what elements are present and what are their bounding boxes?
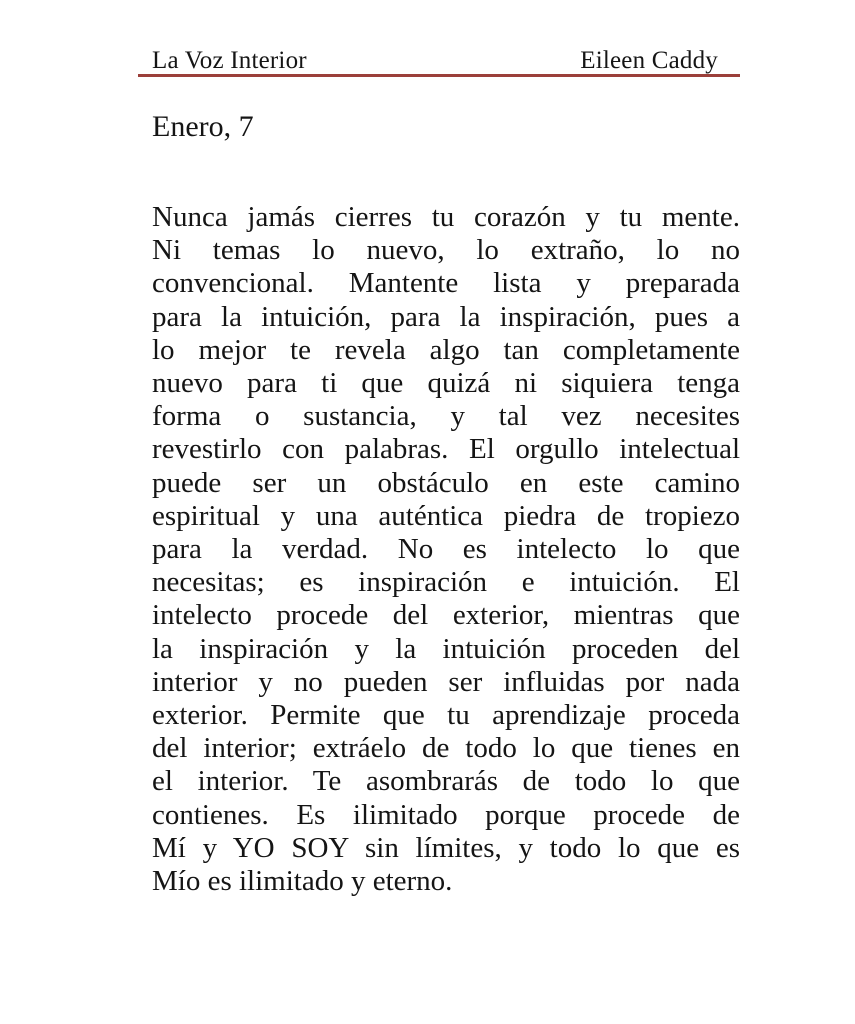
text-line: para la verdad. No es intelecto lo que — [152, 533, 740, 566]
text-line: Mí y YO SOY sin límites, y todo lo que es — [152, 831, 740, 864]
text-line: lo mejor te revela algo tan completamente — [152, 333, 740, 366]
running-author: Eileen Caddy — [580, 47, 718, 74]
text-line: contienes. Es ilimitado porque procede de — [152, 798, 740, 831]
text-line: intelecto procede del exterior, mientras que — [152, 599, 740, 632]
text-line: exterior. Permite que tu aprendizaje proceda — [152, 699, 740, 732]
text-line: Mío es ilimitado y eterno. — [152, 865, 453, 898]
body-paragraph — [152, 201, 740, 898]
text-line: puede ser un obstáculo en este camino — [152, 466, 740, 499]
text-line: Ni temas lo nuevo, lo extraño, lo no — [152, 234, 740, 267]
text-line: necesitas; es inspiración e intuición. El — [152, 566, 740, 599]
text-line: del interior; extráelo de todo lo que tienes en — [152, 732, 740, 765]
text-line: revestirlo con palabras. El orgullo intelectual — [152, 433, 740, 466]
text-line: el interior. Te asombrarás de todo lo que — [152, 765, 740, 798]
text-line: forma o sustancia, y tal vez necesites — [152, 400, 740, 433]
text-line: para la intuición, para la inspiración, pues a — [152, 300, 740, 333]
text-line: Nunca jamás cierres tu corazón y tu mente. — [152, 201, 740, 233]
date-heading: Enero, 7 — [152, 110, 254, 143]
text-line: espiritual y una auténtica piedra de tropiezo — [152, 499, 740, 532]
running-title: La Voz Interior — [152, 47, 307, 74]
text-line: la inspiración y la intuición proceden del — [152, 632, 740, 665]
text-line: interior y no pueden ser influidas por nada — [152, 665, 740, 698]
page-header — [152, 47, 740, 75]
header-rule — [138, 74, 740, 77]
text-line: nuevo para ti que quizá ni siquiera tenga — [152, 367, 740, 400]
text-line: convencional. Mantente lista y preparada — [152, 267, 740, 300]
